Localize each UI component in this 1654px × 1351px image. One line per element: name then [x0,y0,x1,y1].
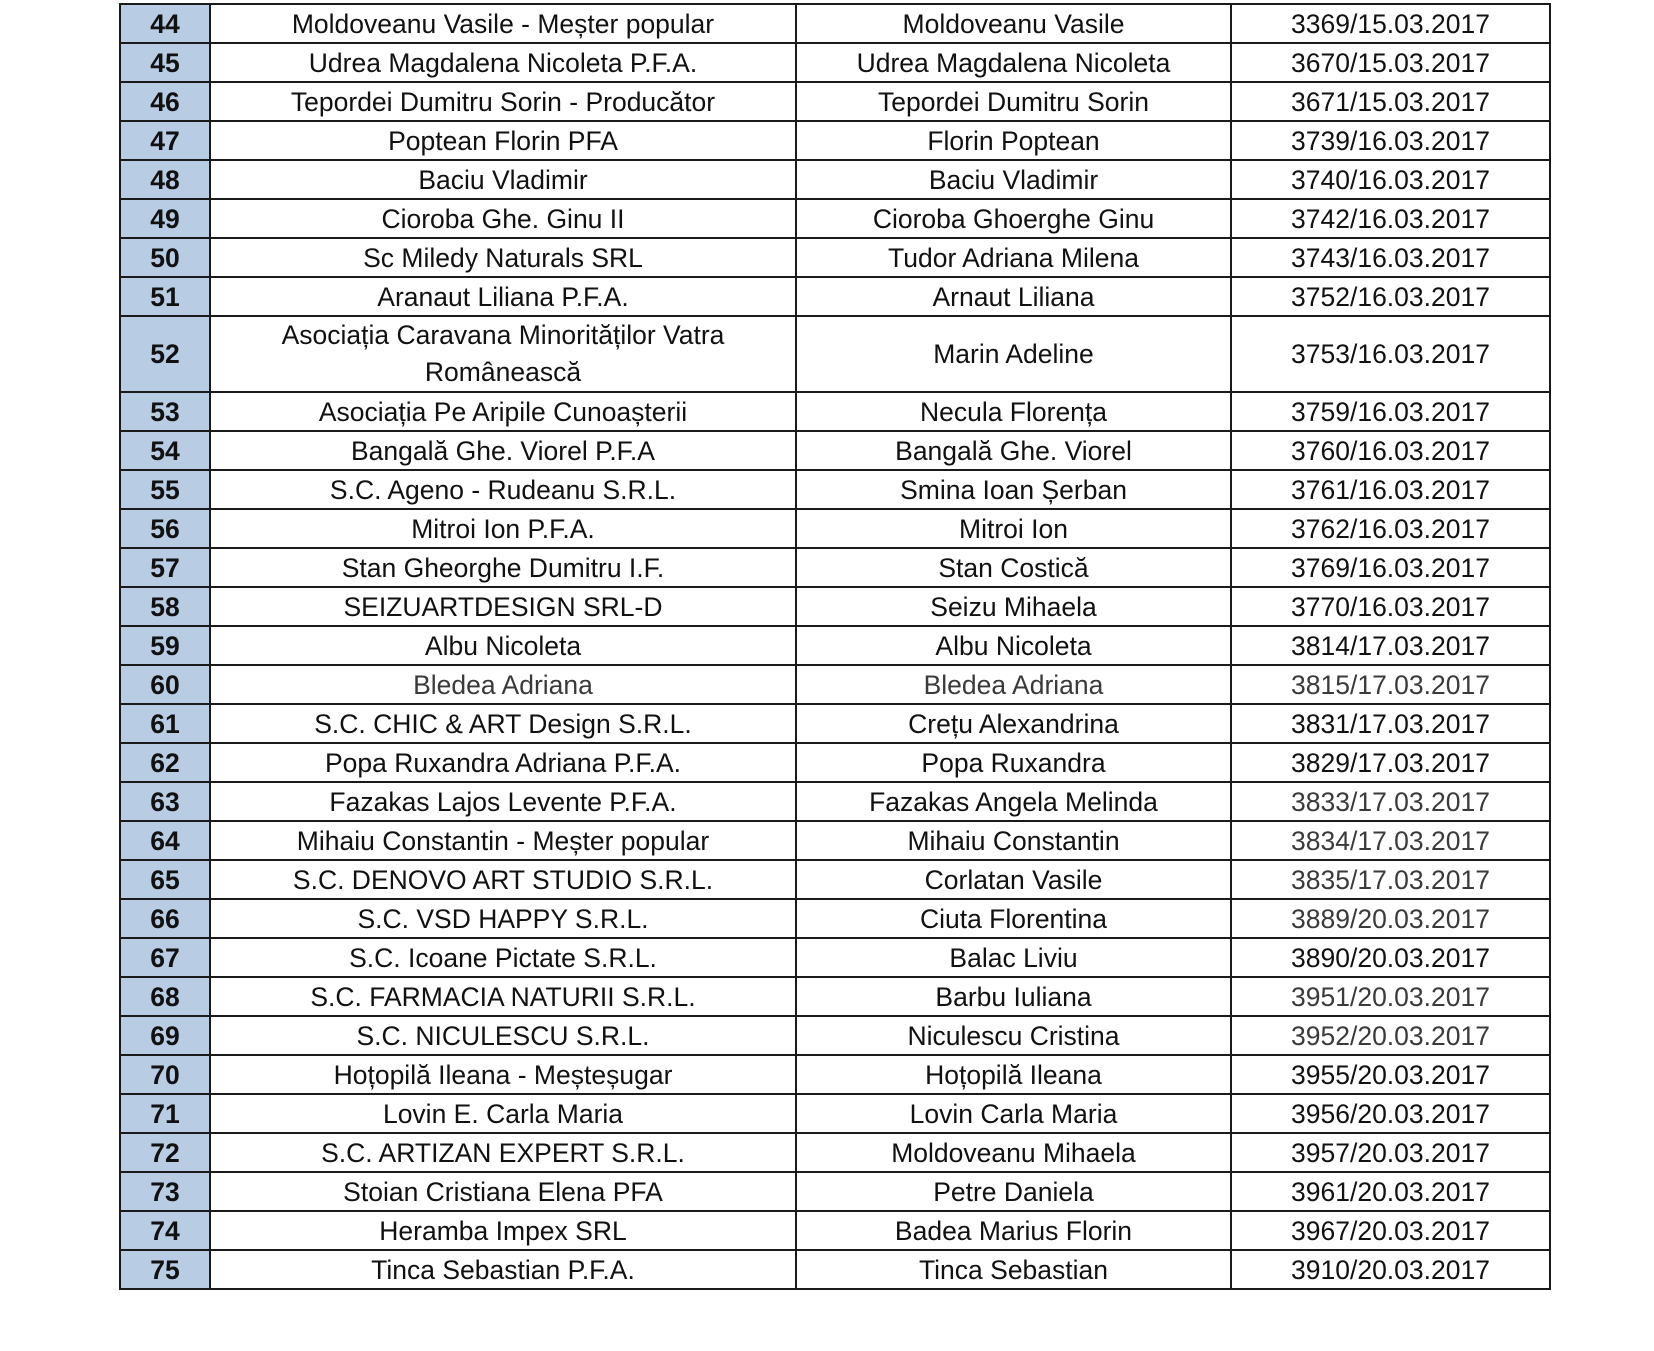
organization-name: Asociația Pe Aripile Cunoașterii [210,392,796,431]
registration-number: 3742/16.03.2017 [1231,199,1550,238]
representative-name: Lovin Carla Maria [796,1094,1231,1133]
table-row [120,626,1550,665]
registration-number: 3814/17.03.2017 [1231,626,1550,665]
registration-number: 3760/16.03.2017 [1231,431,1550,470]
table-row [120,509,1550,548]
organization-name: Bangală Ghe. Viorel P.F.A [210,431,796,470]
registration-number: 3835/17.03.2017 [1231,860,1550,899]
organization-name: Albu Nicoleta [210,626,796,665]
row-number: 49 [120,199,210,238]
table-row [120,938,1550,977]
row-number: 50 [120,238,210,277]
representative-name: Balac Liviu [796,938,1231,977]
row-number: 60 [120,665,210,704]
table-row [120,199,1550,238]
organization-name: Mihaiu Constantin - Meșter popular [210,821,796,860]
table-row [120,4,1550,43]
registration-number: 3831/17.03.2017 [1231,704,1550,743]
table-row [120,977,1550,1016]
table-row [120,1016,1550,1055]
row-number: 67 [120,938,210,977]
table-row [120,470,1550,509]
organization-name: Popa Ruxandra Adriana P.F.A. [210,743,796,782]
row-number: 53 [120,392,210,431]
representative-name: Hoțopilă Ileana [796,1055,1231,1094]
organization-name: Fazakas Lajos Levente P.F.A. [210,782,796,821]
organization-name: Baciu Vladimir [210,160,796,199]
representative-name: Bangală Ghe. Viorel [796,431,1231,470]
registration-number: 3833/17.03.2017 [1231,782,1550,821]
representative-name: Moldoveanu Mihaela [796,1133,1231,1172]
representative-name: Tinca Sebastian [796,1250,1231,1289]
organization-name: Mitroi Ion P.F.A. [210,509,796,548]
organization-name: SEIZUARTDESIGN SRL-D [210,587,796,626]
representative-name: Tepordei Dumitru Sorin [796,82,1231,121]
registration-number: 3834/17.03.2017 [1231,821,1550,860]
organization-name: Stoian Cristiana Elena PFA [210,1172,796,1211]
table-row [120,1211,1550,1250]
table-row [120,431,1550,470]
organization-name: S.C. Icoane Pictate S.R.L. [210,938,796,977]
table-row [120,82,1550,121]
table-row [120,1094,1550,1133]
row-number: 73 [120,1172,210,1211]
row-number: 75 [120,1250,210,1289]
registration-number: 3743/16.03.2017 [1231,238,1550,277]
representative-name: Marin Adeline [796,316,1231,392]
table-row [120,238,1550,277]
organization-name: Heramba Impex SRL [210,1211,796,1250]
representative-name: Albu Nicoleta [796,626,1231,665]
row-number: 45 [120,43,210,82]
registry-table [119,3,1551,1290]
organization-name: Aranaut Liliana P.F.A. [210,277,796,316]
organization-name: Poptean Florin PFA [210,121,796,160]
organization-name: Asociația Caravana Minorităților Vatra Românească [210,316,796,392]
organization-name: S.C. CHIC & ART Design S.R.L. [210,704,796,743]
organization-name: S.C. ARTIZAN EXPERT S.R.L. [210,1133,796,1172]
table-row [120,277,1550,316]
organization-name: S.C. VSD HAPPY S.R.L. [210,899,796,938]
table-row [120,704,1550,743]
organization-name: S.C. FARMACIA NATURII S.R.L. [210,977,796,1016]
registration-number: 3739/16.03.2017 [1231,121,1550,160]
representative-name: Stan Costică [796,548,1231,587]
registration-number: 3770/16.03.2017 [1231,587,1550,626]
representative-name: Ciuta Florentina [796,899,1231,938]
table-row [120,782,1550,821]
representative-name: Crețu Alexandrina [796,704,1231,743]
table-row [120,665,1550,704]
representative-name: Petre Daniela [796,1172,1231,1211]
representative-name: Barbu Iuliana [796,977,1231,1016]
row-number: 61 [120,704,210,743]
registration-number: 3761/16.03.2017 [1231,470,1550,509]
registration-number: 3769/16.03.2017 [1231,548,1550,587]
representative-name: Corlatan Vasile [796,860,1231,899]
registration-number: 3955/20.03.2017 [1231,1055,1550,1094]
row-number: 72 [120,1133,210,1172]
registry-table-body [120,4,1550,1289]
row-number: 70 [120,1055,210,1094]
table-row [120,1250,1550,1289]
registration-number: 3759/16.03.2017 [1231,392,1550,431]
row-number: 68 [120,977,210,1016]
row-number: 57 [120,548,210,587]
registration-number: 3967/20.03.2017 [1231,1211,1550,1250]
registration-number: 3889/20.03.2017 [1231,899,1550,938]
row-number: 71 [120,1094,210,1133]
registration-number: 3957/20.03.2017 [1231,1133,1550,1172]
organization-name: S.C. DENOVO ART STUDIO S.R.L. [210,860,796,899]
row-number: 48 [120,160,210,199]
registration-number: 3753/16.03.2017 [1231,316,1550,392]
registration-number: 3369/15.03.2017 [1231,4,1550,43]
row-number: 56 [120,509,210,548]
representative-name: Arnaut Liliana [796,277,1231,316]
representative-name: Niculescu Cristina [796,1016,1231,1055]
representative-name: Tudor Adriana Milena [796,238,1231,277]
organization-name: Sc Miledy Naturals SRL [210,238,796,277]
organization-name: Tepordei Dumitru Sorin - Producător [210,82,796,121]
organization-name: S.C. Ageno - Rudeanu S.R.L. [210,470,796,509]
organization-name: Hoțopilă Ileana - Meșteșugar [210,1055,796,1094]
representative-name: Udrea Magdalena Nicoleta [796,43,1231,82]
row-number: 52 [120,316,210,392]
organization-name: Cioroba Ghe. Ginu II [210,199,796,238]
representative-name: Necula Florența [796,392,1231,431]
registration-number: 3762/16.03.2017 [1231,509,1550,548]
representative-name: Cioroba Ghoerghe Ginu [796,199,1231,238]
row-number: 66 [120,899,210,938]
table-row [120,121,1550,160]
row-number: 62 [120,743,210,782]
table-row [120,1133,1550,1172]
representative-name: Mihaiu Constantin [796,821,1231,860]
registration-number: 3956/20.03.2017 [1231,1094,1550,1133]
representative-name: Mitroi Ion [796,509,1231,548]
registration-number: 3952/20.03.2017 [1231,1016,1550,1055]
organization-name: Udrea Magdalena Nicoleta P.F.A. [210,43,796,82]
registration-number: 3829/17.03.2017 [1231,743,1550,782]
table-row [120,160,1550,199]
representative-name: Smina Ioan Șerban [796,470,1231,509]
organization-name: Bledea Adriana [210,665,796,704]
organization-name: Lovin E. Carla Maria [210,1094,796,1133]
representative-name: Fazakas Angela Melinda [796,782,1231,821]
registration-number: 3752/16.03.2017 [1231,277,1550,316]
row-number: 44 [120,4,210,43]
table-row [120,392,1550,431]
representative-name: Moldoveanu Vasile [796,4,1231,43]
table-row [120,821,1550,860]
organization-name: Stan Gheorghe Dumitru I.F. [210,548,796,587]
table-row [120,743,1550,782]
row-number: 65 [120,860,210,899]
registration-number: 3670/15.03.2017 [1231,43,1550,82]
document-page [119,3,1549,1290]
registration-number: 3815/17.03.2017 [1231,665,1550,704]
table-row [120,1055,1550,1094]
representative-name: Bledea Adriana [796,665,1231,704]
registration-number: 3671/15.03.2017 [1231,82,1550,121]
registration-number: 3910/20.03.2017 [1231,1250,1550,1289]
table-row [120,587,1550,626]
representative-name: Popa Ruxandra [796,743,1231,782]
representative-name: Badea Marius Florin [796,1211,1231,1250]
representative-name: Florin Poptean [796,121,1231,160]
row-number: 74 [120,1211,210,1250]
registration-number: 3890/20.03.2017 [1231,938,1550,977]
row-number: 47 [120,121,210,160]
table-row [120,860,1550,899]
row-number: 54 [120,431,210,470]
table-row [120,43,1550,82]
registration-number: 3951/20.03.2017 [1231,977,1550,1016]
row-number: 69 [120,1016,210,1055]
organization-name: S.C. NICULESCU S.R.L. [210,1016,796,1055]
representative-name: Baciu Vladimir [796,160,1231,199]
table-row [120,899,1550,938]
row-number: 59 [120,626,210,665]
row-number: 55 [120,470,210,509]
row-number: 64 [120,821,210,860]
registration-number: 3961/20.03.2017 [1231,1172,1550,1211]
registration-number: 3740/16.03.2017 [1231,160,1550,199]
organization-name: Moldoveanu Vasile - Meșter popular [210,4,796,43]
row-number: 51 [120,277,210,316]
organization-name: Tinca Sebastian P.F.A. [210,1250,796,1289]
table-row [120,1172,1550,1211]
table-row [120,548,1550,587]
row-number: 46 [120,82,210,121]
representative-name: Seizu Mihaela [796,587,1231,626]
row-number: 63 [120,782,210,821]
row-number: 58 [120,587,210,626]
table-row [120,316,1550,392]
